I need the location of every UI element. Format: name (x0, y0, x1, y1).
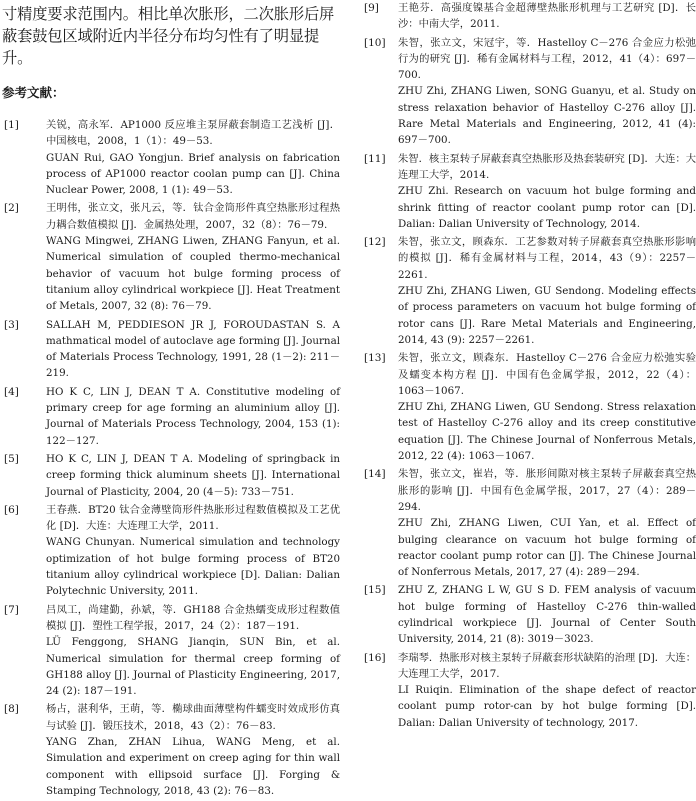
reference-number: [2] (4, 202, 19, 215)
reference-body (46, 317, 340, 382)
reference-text: 吕凤工，尚建勤，孙斌，等．GH188 合金热蠕变成形过程数值模拟 [J]．塑性工程学报，2017，24（2）：187－191. (46, 603, 340, 632)
reference-text: 朱智，张立文，顾森东．工艺参数对转子屏蔽套真空热胀形影响的模拟 [J]．稀有金属材料与工程，2014，43（9）：2257－2261. (398, 236, 696, 281)
reference-number: [11] (364, 152, 386, 165)
reference-body (398, 234, 696, 348)
reference-item (0, 602, 340, 700)
reference-number: [4] (4, 385, 19, 398)
reference-text-translation: LI Ruiqin. Elimination of the shape defect of reactor coolant pump rotor-can by hot bulge forming [D]. Dalian: Dalian University of technology, 2017. (398, 684, 696, 729)
reference-text-translation: WANG Chunyan. Numerical simulation and technology optimization of hot bulge forming process of BT20 titanium alloy cylindrical workpiece [D]. Dalian: Dalian Polytechnic University, 2011. (46, 536, 340, 598)
reference-body (398, 582, 696, 647)
reference-body (398, 466, 696, 580)
reference-body (46, 701, 340, 799)
reference-item (356, 582, 696, 647)
reference-number: [6] (4, 503, 19, 516)
reference-item (356, 234, 696, 348)
reference-text: 朱智．核主泵转子屏蔽套真空热胀形及热套装研究 [D]．大连：大连理工大学，2014. (398, 152, 696, 181)
reference-number: [1] (4, 119, 19, 131)
reference-text: 李瑞琴．热胀形对核主泵转子屏蔽套形状缺陷的治理 [D]．大连：大连理工大学，2017. (398, 651, 696, 680)
reference-text: 王明伟，张立文，张凡云，等．钛合金筒形件真空热胀形过程热力耦合数值模拟 [J]．金属热处理，2007，32（8）：76－79. (46, 202, 340, 231)
reference-text: 王春燕．BT20 钛合金薄壁筒形件热胀形过程数值模拟及工艺优化 [D]．大连：大连理工大学，2011. (46, 503, 340, 533)
reference-text-translation: YANG Zhan, ZHAN Lihua, WANG Meng, et al. Simulation and experiment on creep aging for thin wall component with ellipsoid surface [J]. Forging & Stamping Technology, 2018, 43 (2): 76－83. (46, 735, 340, 797)
reference-item (356, 466, 696, 580)
reference-body (398, 650, 696, 731)
reference-item (356, 0, 696, 33)
reference-item (0, 384, 340, 449)
reference-number: [5] (4, 452, 19, 465)
reference-body (46, 117, 340, 198)
reference-text: 朱智，张立文，宋冠宇，等．Hastelloy C－276 合金应力松弛行为的研究 [J]．稀有金属材料与工程，2012，41（4）：697－700. (398, 36, 696, 82)
reference-list-left (0, 117, 340, 799)
reference-text: ZHU Z, ZHANG L W, GU S D. FEM analysis of vacuum hot bulge forming of Hastelloy C-276 thin-walled cylindrical workpiece [J]. Journal of Center South University, 2014, 21 (8): 3019－3023. (398, 584, 696, 646)
reference-body (46, 200, 340, 314)
reference-text: HO K C, LIN J, DEAN T A. Modeling of springback in creep forming thick aluminum sheets [J]. International Journal of Plasticity, 2004, 20 (4－5): 733－751. (46, 452, 340, 498)
reference-item (356, 151, 696, 232)
reference-text: 王艳芬．高强度镍基合金超薄壁热胀形机理与工艺研究 [D]．长沙：中南大学，2011. (398, 2, 696, 31)
reference-number: [7] (4, 603, 19, 616)
reference-item (0, 117, 340, 198)
reference-number: [15] (364, 584, 386, 597)
reference-text-translation: ZHU Zhi, ZHANG Liwen, SONG Guanyu, et al. Study on stress relaxation behavior of Hastelloy C-276 alloy [J]. Rare Metal Materials and Engineering, 2012, 41 (4): 697－700. (398, 85, 696, 147)
reference-number: [16] (364, 651, 386, 664)
reference-body (46, 502, 340, 600)
reference-body (398, 35, 696, 149)
reference-item (0, 502, 340, 600)
reference-number: [3] (4, 318, 19, 331)
reference-item (0, 200, 340, 314)
reference-number: [8] (4, 703, 19, 716)
intro-paragraph: 寸精度要求范围内。相比单次胀形，二次胀形后屏蔽套鼓包区域附近内半径分布均匀性有了明显提升。 (2, 5, 335, 67)
reference-text-translation: ZHU Zhi, ZHANG Liwen, GU Sendong. Stress relaxation test of Hastelloy C-276 alloy and its creep constitutive equation [J]. The Chinese Journal of Nonferrous Metals, 2012, 22 (4): 1063－1067. (398, 401, 696, 463)
reference-item (356, 350, 696, 464)
reference-text-translation: ZHU Zhi, ZHANG Liwen, GU Sendong. Modeling effects of process parameters on vacuum hot bulge forming of rotor cans [J]. Rare Metal Materials and Engineering, 2014, 43 (9): 2257－2261. (398, 285, 696, 346)
reference-text: 关锐，高永军．AP1000 反应堆主泵屏蔽套制造工艺浅析 [J]．中国核电，2008，1（1）：49－53. (46, 119, 340, 148)
reference-number: [14] (364, 468, 386, 481)
reference-number: [10] (364, 36, 386, 49)
reference-text: 朱智，张立文，崔岩，等．胀形间隙对核主泵转子屏蔽套真空热胀形的影响 [J]．中国有色金属学报，2017，27（4）：289－294. (398, 468, 696, 513)
reference-list-right (356, 0, 696, 731)
reference-text: SALLAH M, PEDDIESON JR J, FOROUDASTAN S. A mathmatical model of autoclave age forming [J]. Journal of Materials Process Technology, 1991, 28 (1－2): 211－219. (46, 318, 340, 380)
reference-body (46, 602, 340, 700)
reference-text-translation: ZHU Zhi, ZHANG Liwen, CUI Yan, et al. Effect of bulging clearance on vacuum hot bulge forming of reactor coolant pump rotor can [J]. The Chinese Journal of Nonferrous Metals, 2017, 27 (4): 289－294. (398, 517, 696, 579)
reference-item (0, 701, 340, 799)
left-column (0, 0, 340, 801)
reference-text-translation: GUAN Rui, GAO Yongjun. Brief analysis on fabrication process of AP1000 reactor coolan pump can [J]. China Nuclear Power, 2008, 1 (1): 49－53. (46, 151, 340, 197)
reference-number: [12] (364, 236, 386, 249)
reference-body (398, 0, 696, 33)
reference-body (46, 451, 340, 500)
reference-text: HO K C, LIN J, DEAN T A. Constitutive modeling of primary creep for age forming an aluminium alloy [J]. Journal of Materials Process Technology, 2004, 153 (1): 122－127. (46, 385, 340, 447)
reference-item (0, 451, 340, 500)
reference-number: [13] (364, 352, 386, 365)
reference-number: [9] (364, 2, 379, 14)
reference-item (356, 35, 696, 149)
references-heading: 参考文献： (2, 85, 65, 100)
right-column (356, 0, 696, 733)
reference-text-translation: WANG Mingwei, ZHANG Liwen, ZHANG Fanyun, et al. Numerical simulation of coupled thermo-mechanical behavior of vacuum hot bulge forming process of titanium alloy cylindrical workpiece [J]. Heat Treatment of Metals, 2007, 32 (8): 76－79. (46, 235, 340, 313)
reference-item (0, 317, 340, 382)
reference-body (46, 384, 340, 449)
reference-text-translation: LÜ Fenggong, SHANG Jianqin, SUN Bin, et al. Numerical simulation for thermal creep forming of GH188 alloy [J]. Journal of Plasticity Engineering, 2017, 24 (2): 187－191. (46, 636, 340, 698)
reference-body (398, 350, 696, 464)
reference-text-translation: ZHU Zhi. Research on vacuum hot bulge forming and shrink fitting of reactor coolant pump rotor can [D]. Dalian: Dalian University of Technology, 2014. (398, 185, 696, 230)
reference-body (398, 151, 696, 232)
reference-text: 朱智，张立文，顾森东．Hastelloy C－276 合金应力松弛实验及蠕变本构方程 [J]．中国有色金属学报，2012，22（4）：1063－1067. (398, 352, 696, 397)
reference-item (356, 650, 696, 731)
reference-text: 杨占，湛利华，王萌，等．椭球曲面薄壁构件蠕变时效成形仿真与试验 [J]．锻压技术，2018，43（2）：76－83. (46, 703, 340, 732)
